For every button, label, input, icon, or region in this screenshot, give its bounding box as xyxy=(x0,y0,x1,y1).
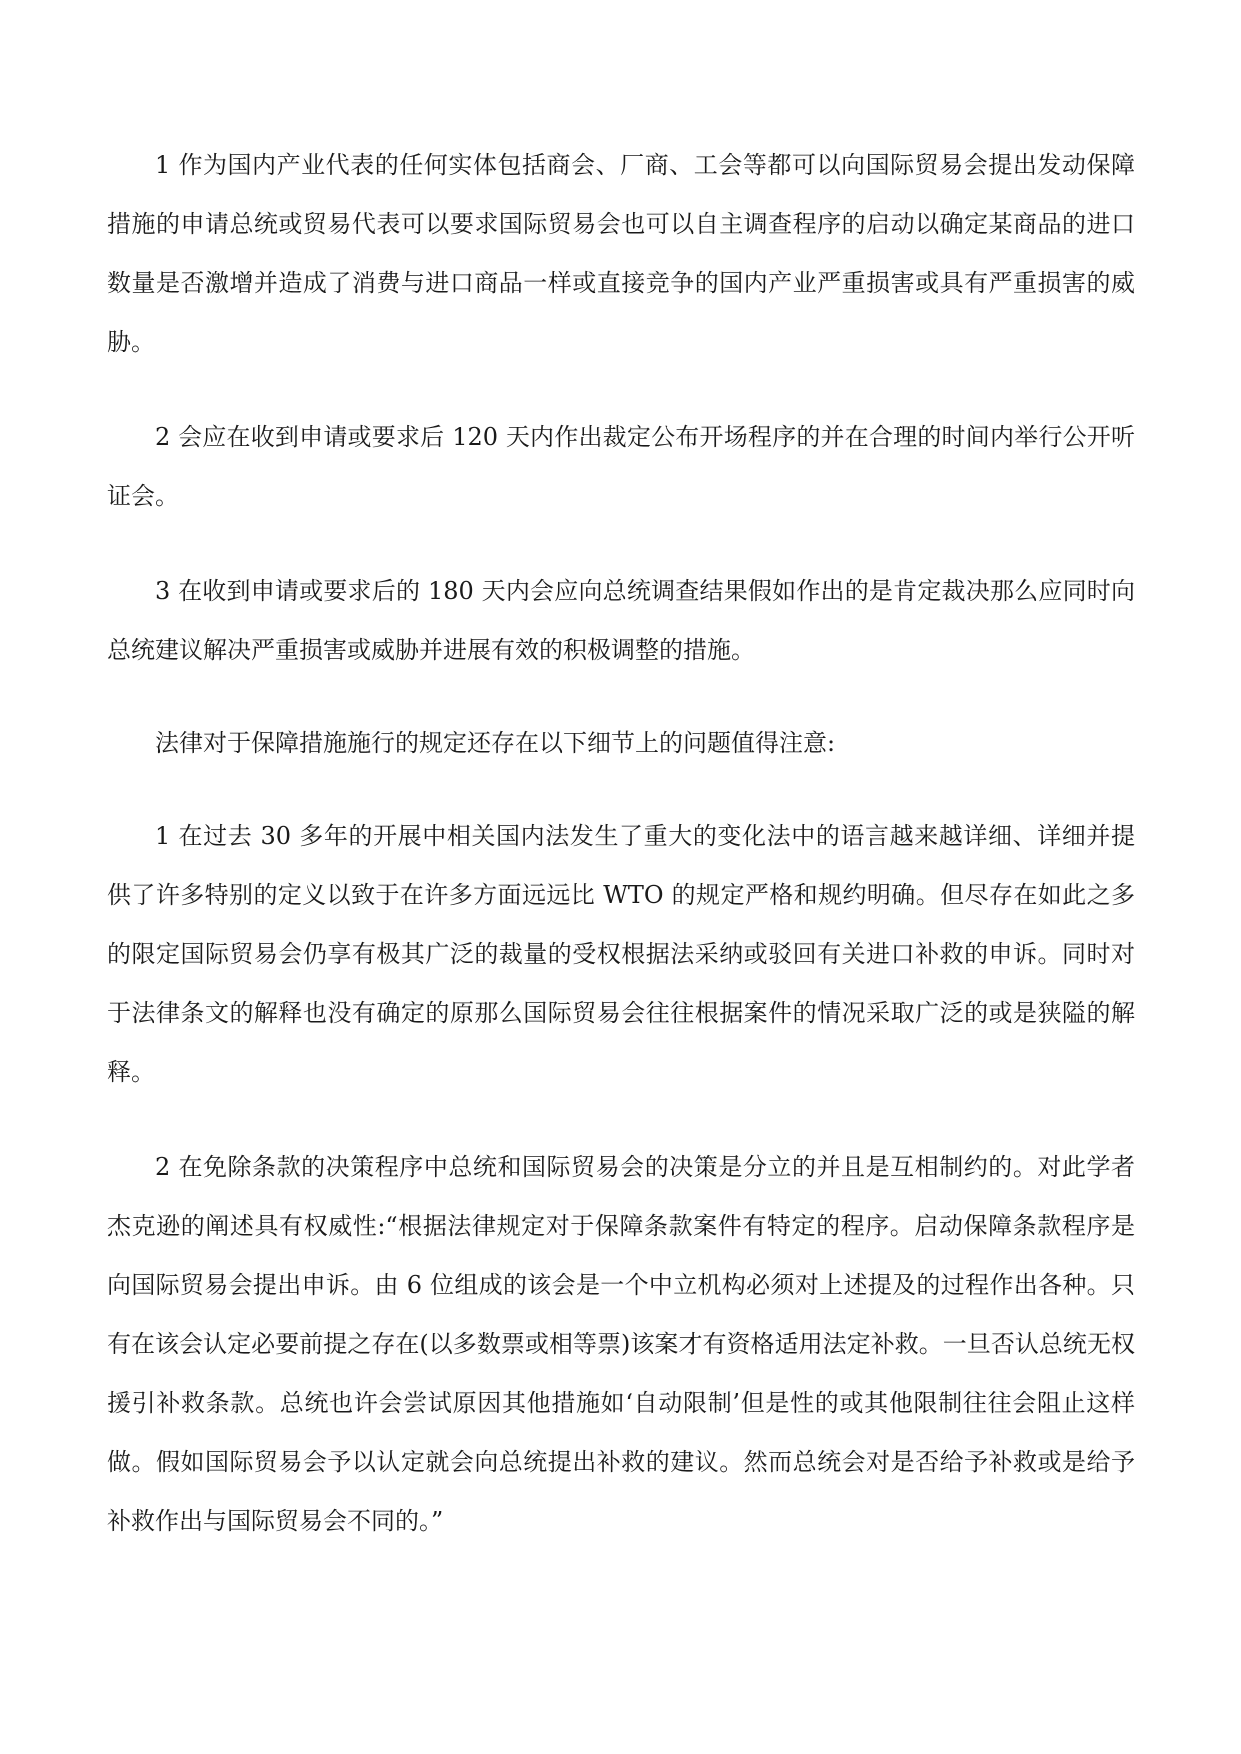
paragraph-5: 1 在过去 30 多年的开展中相关国内法发生了重大的变化法中的语言越来越详细、详细并提供了许多特别的定义以致于在许多方面远远比 WTO 的规定严格和规约明确。但尽存在如此之多的限定国际贸易会仍享有极其广泛的裁量的受权根据法采纳或驳回有关进口补救的申诉。同时对于法律条文的解释也没有确定的原那么国际贸易会往往根据案件的情况采取广泛的或是狭隘的解释。 xyxy=(107,822,1135,1086)
paragraph-1: 1 作为国内产业代表的任何实体包括商会、厂商、工会等都可以向国际贸易会提出发动保障措施的申请总统或贸易代表可以要求国际贸易会也可以自主调查程序的启动以确定某商品的进口数量是否激增并造成了消费与进口商品一样或直接竞争的国内产业严重损害或具有严重损害的威胁。 xyxy=(107,151,1135,356)
document-body xyxy=(107,136,1135,1551)
paragraph-3: 3 在收到申请或要求后的 180 天内会应向总统调查结果假如作出的是肯定裁决那么应同时向总统建议解决严重损害或威胁并进展有效的积极调整的措施。 xyxy=(107,577,1135,664)
paragraph-6: 2 在免除条款的决策程序中总统和国际贸易会的决策是分立的并且是互相制约的。对此学者杰克逊的阐述具有权威性:“根据法律规定对于保障条款案件有特定的程序。启动保障条款程序是向国际贸易会提出申诉。由 6 位组成的该会是一个中立机构必须对上述提及的过程作出各种。只有在该会认定必要前提之存在(以多数票或相等票)该案才有资格适用法定补救。一旦否认总统无权援引补救条款。总统也许会尝试原因其他措施如‘自动限制’但是性的或其他限制往往会阻止这样做。假如国际贸易会予以认定就会向总统提出补救的建议。然而总统会对是否给予补救或是给予补救作出与国际贸易会不同的。” xyxy=(107,1153,1135,1535)
paragraph-2: 2 会应在收到申请或要求后 120 天内作出裁定公布开场程序的并在合理的时间内举行公开听证会。 xyxy=(107,423,1135,510)
paragraph-4: 法律对于保障措施施行的规定还存在以下细节上的问题值得注意: xyxy=(155,729,836,757)
